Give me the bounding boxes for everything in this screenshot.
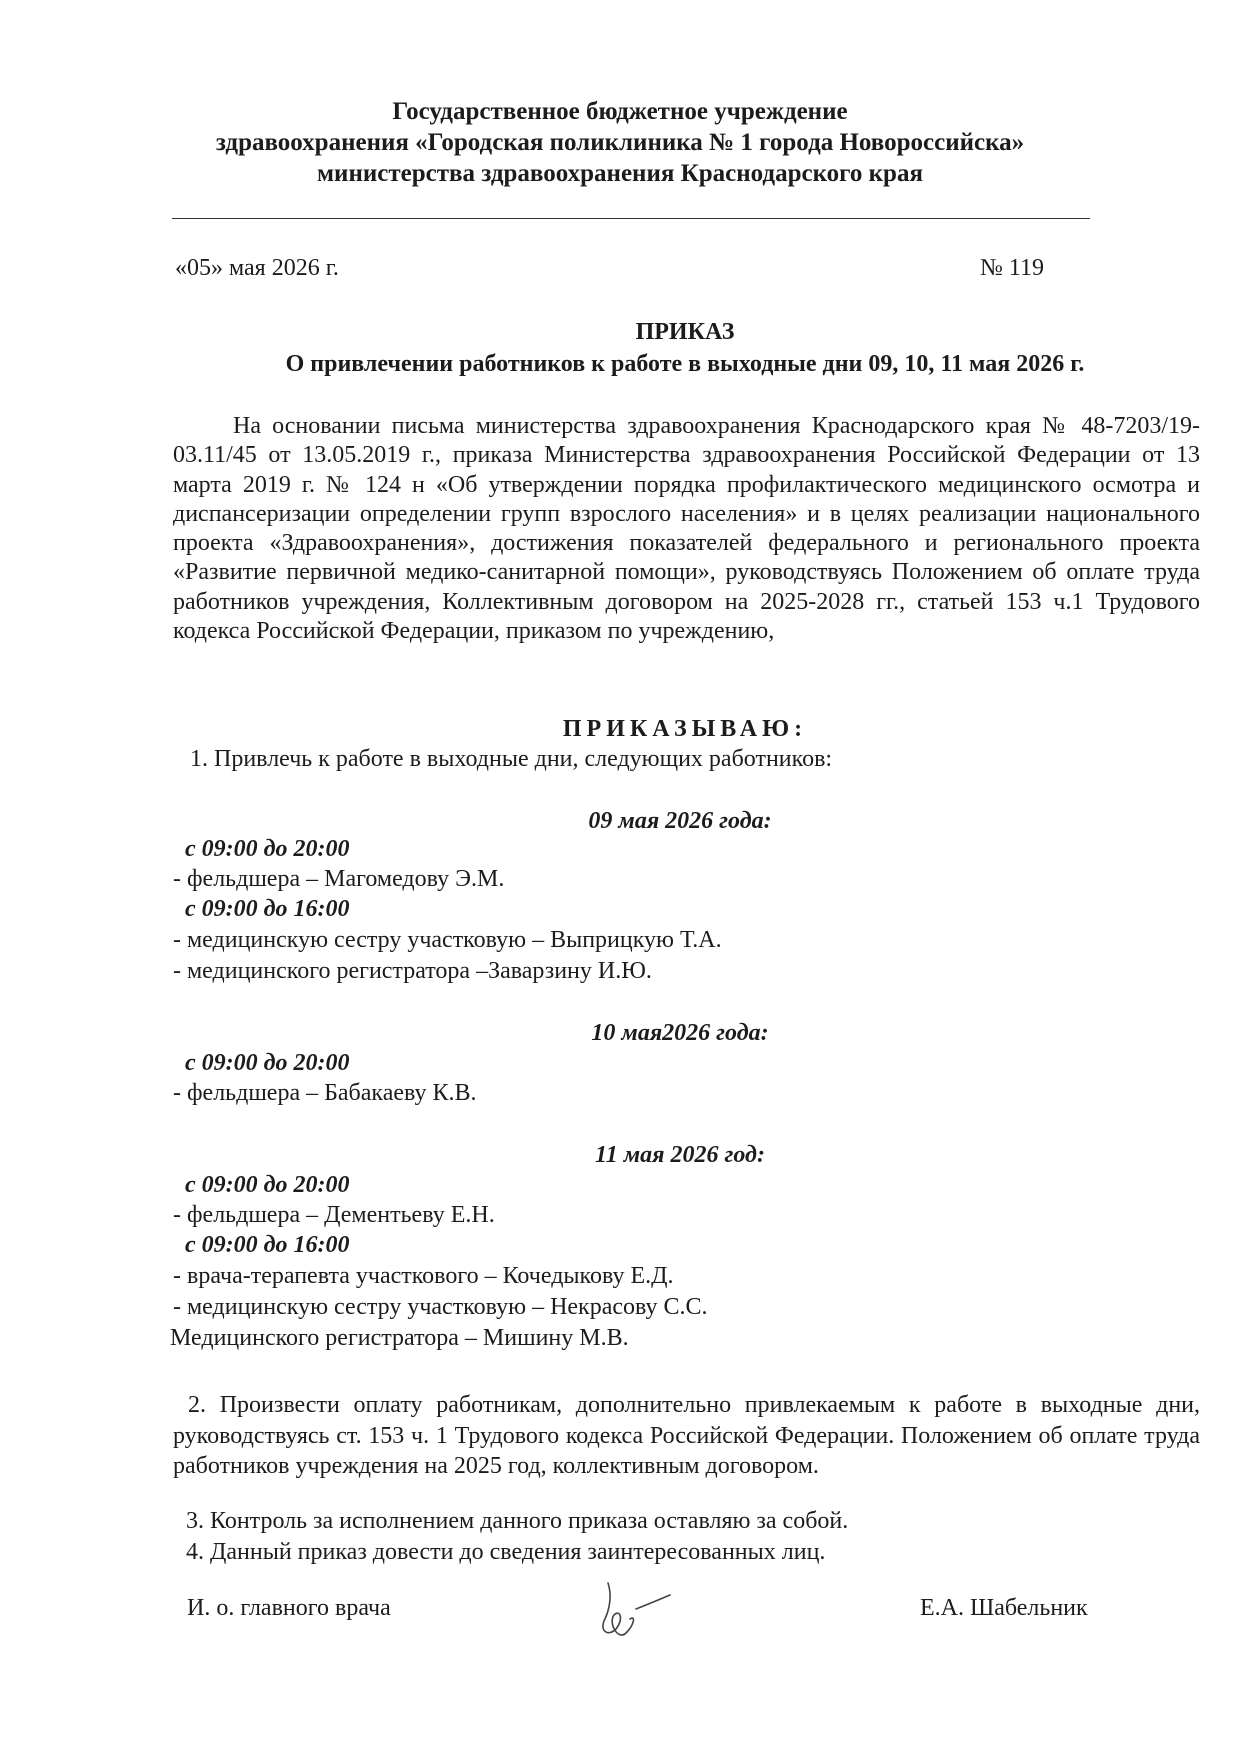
day-3-shift-2-time: с 09:00 до 16:00 [185, 1232, 350, 1258]
day-3-staff-4: Медицинского регистратора – Мишину М.В. [170, 1325, 629, 1351]
handwritten-signature [590, 1575, 680, 1650]
item-2: 2. Произвести оплату работникам, дополнительно привлекаемым к работе в выходные дни, руководствуясь ст. 153 ч. 1 Трудового кодекса Российской Федерации. Положением об оплате труда работников учреждения на 2025 год, коллективным договором. [173, 1392, 1200, 1479]
order-number: № 119 [980, 255, 1045, 281]
day-2-staff-1: - фельдшера – Бабакаеву К.В. [173, 1080, 477, 1106]
item-3: 3. Контроль за исполнением данного приказа оставляю за собой. [186, 1508, 849, 1534]
day-1-shift-1-time: с 09:00 до 20:00 [185, 836, 350, 862]
organization-header [170, 96, 1070, 189]
header-line-1: Государственное бюджетное учреждение [392, 98, 848, 125]
order-title [170, 316, 1200, 380]
signatory-position: И. о. главного врача [187, 1595, 391, 1621]
day-1-date: 09 мая 2026 года: [588, 808, 772, 834]
day-1-staff-3: - медицинского регистратора –Заварзину И.Ю. [173, 958, 652, 984]
day-3-date: 11 мая 2026 год: [595, 1142, 765, 1168]
signatory-name: Е.А. Шабельник [920, 1595, 1088, 1621]
item-4: 4. Данный приказ довести до сведения заинтересованных лиц. [186, 1539, 826, 1565]
day-3-shift-1-time: с 09:00 до 20:00 [185, 1172, 350, 1198]
day-3-staff-3: - медицинскую сестру участковую – Некрасову С.С. [173, 1294, 708, 1320]
order-basis-paragraph: На основании письма министерства здравоохранения Краснодарского края № 48-7203/19-03.11/45 от 13.05.2019 г., приказа Министерства здравоохранения Российской Федерации от 13 марта 2019 г. № 124 н «Об утверждении порядка профилактического медицинского осмотра и диспансеризации определении групп взрослого населения» и в целях реализации национального проекта «Здравоохранения», достижения показателей федерального и регионального проекта «Развитие первичной медико-санитарной помощи», руководствуясь Положением об оплате труда работников учреждения, Коллективным договором на 2025-2028 гг., статьей 153 ч.1 Трудового кодекса Российской Федерации, приказом по учреждению, [173, 413, 1200, 645]
header-line-3: министерства здравоохранения Краснодарского края [317, 160, 923, 187]
day-3-staff-2: - врача-терапевта участкового – Кочедыкову Е.Д. [173, 1263, 674, 1289]
header-line-2: здравоохранения «Городская поликлиника № 1 города Новороссийска» [215, 129, 1025, 156]
order-kind: ПРИКАЗ [635, 319, 735, 345]
item-1: 1. Привлечь к работе в выходные дни, следующих работников: [190, 746, 833, 772]
day-2-shift-1-time: с 09:00 до 20:00 [185, 1050, 350, 1076]
order-subject: О привлечении работников к работе в выходные дни 09, 10, 11 мая 2026 г. [285, 351, 1085, 377]
day-1-staff-2: - медицинскую сестру участковую – Выприцкую Т.А. [173, 927, 722, 953]
day-2-date: 10 мая2026 года: [591, 1020, 769, 1046]
order-date: «05» мая 2026 г. [175, 255, 339, 281]
day-1-staff-1: - фельдшера – Магомедову Э.М. [173, 866, 505, 892]
order-directive-heading: ПРИКАЗЫВАЮ: [562, 716, 808, 742]
day-1-shift-2-time: с 09:00 до 16:00 [185, 896, 350, 922]
header-divider [172, 218, 1090, 219]
day-3-staff-1: - фельдшера – Дементьеву Е.Н. [173, 1202, 495, 1228]
